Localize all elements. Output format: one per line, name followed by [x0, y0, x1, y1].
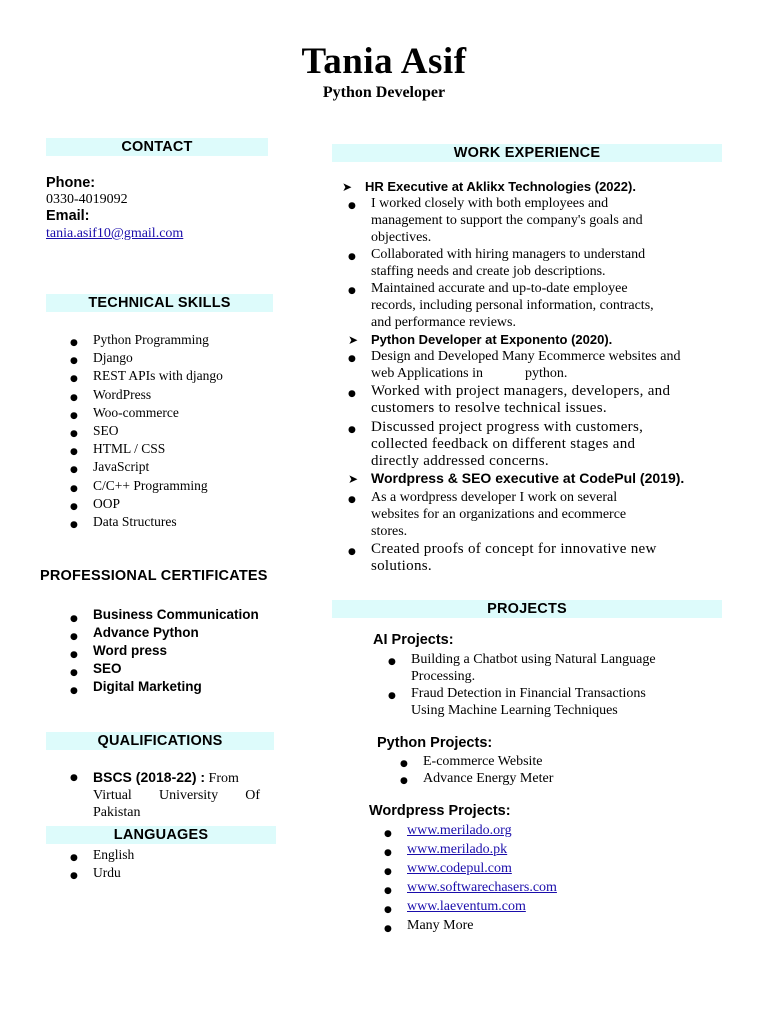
- email-link[interactable]: tania.asif10@gmail.com: [46, 226, 184, 241]
- ai-projects-list: [411, 651, 731, 719]
- bullet-line: collected feedback on different stages and: [371, 436, 636, 452]
- project-item: ● E-commerce Website: [423, 753, 673, 770]
- skill-item: ● REST APIs with django: [93, 367, 293, 385]
- project-link-item: [407, 841, 657, 860]
- phone-value: 0330-4019092: [46, 192, 128, 207]
- project-item: [411, 651, 731, 685]
- project-link[interactable]: www.softwarechasers.com: [407, 880, 557, 895]
- skill-item: ● OOP: [93, 495, 293, 513]
- project-link[interactable]: www.codepul.com: [407, 861, 512, 876]
- degree-label: BSCS (2018-22) :: [93, 769, 206, 785]
- certificate-item: ● Advance Python: [93, 624, 313, 642]
- qualification-entry: [70, 769, 260, 821]
- work-experience-list: [365, 178, 735, 575]
- job-bullet: [371, 383, 735, 417]
- bullet-line: web Applications in python.: [371, 366, 568, 381]
- certificate-item: ● Word press: [93, 642, 313, 660]
- project-link-item: [407, 879, 657, 898]
- bullet-line: websites for an organizations and ecommerce: [371, 507, 627, 522]
- bullet-line: directly addressed concerns.: [371, 453, 549, 469]
- job-bullet: [371, 541, 735, 575]
- skill-item: ● WordPress: [93, 386, 293, 404]
- project-item: ● Many More: [407, 917, 657, 936]
- skill-item: ● Django: [93, 349, 293, 367]
- wordpress-projects-list: [407, 822, 657, 936]
- project-item: [411, 685, 731, 719]
- project-link-item: [407, 822, 657, 841]
- certificates-list: [93, 606, 313, 696]
- project-link[interactable]: www.laeventum.com: [407, 899, 526, 914]
- languages-heading: LANGUAGES: [46, 826, 276, 844]
- bullet-icon: ●: [70, 773, 78, 783]
- bullet-line: customers to resolve technical issues.: [371, 400, 607, 416]
- project-link[interactable]: www.merilado.org: [407, 823, 512, 838]
- bullet-line: and performance reviews.: [371, 315, 516, 330]
- ai-projects-heading: AI Projects:: [373, 632, 454, 648]
- skill-item: ● Woo-commerce: [93, 404, 293, 422]
- skill-item: ● SEO: [93, 422, 293, 440]
- bullet-line: ● Design and Developed Many Ecommerce websites and: [371, 349, 681, 364]
- email-label: Email:: [46, 208, 90, 224]
- technical-skills-heading: TECHNICAL SKILLS: [46, 294, 273, 312]
- bullet-line: ● I worked closely with both employees and: [371, 196, 609, 211]
- bullet-line: ● Collaborated with hiring managers to understand: [371, 247, 646, 262]
- wordpress-projects-heading: Wordpress Projects:: [369, 803, 511, 819]
- bullet-line: ● Discussed project progress with customers,: [371, 419, 644, 435]
- bullet-line: ● As a wordpress developer I work on several: [371, 490, 618, 505]
- job-title: ➤ Python Developer at Exponento (2020).: [371, 331, 735, 348]
- bullet-line: staffing needs and create job descriptions.: [371, 264, 606, 279]
- project-line: ● Building a Chatbot using Natural Language: [411, 652, 656, 667]
- skill-item: ● HTML / CSS: [93, 440, 293, 458]
- python-projects-list: [423, 753, 673, 787]
- project-link-item: [407, 860, 657, 879]
- resume-name: Tania Asif: [301, 41, 467, 82]
- resume-role: Python Developer: [322, 84, 446, 101]
- skill-item: ● Data Structures: [93, 513, 293, 531]
- job-bullet: [371, 348, 735, 382]
- python-projects-heading: Python Projects:: [377, 735, 493, 751]
- bullet-line: solutions.: [371, 558, 432, 574]
- language-item: ● Urdu: [93, 864, 243, 882]
- job-bullet: [371, 195, 735, 246]
- degree-from: From: [208, 771, 239, 786]
- job-bullet: [371, 246, 735, 280]
- job-bullet: [371, 489, 735, 540]
- skill-item: ● C/C++ Programming: [93, 477, 293, 495]
- project-item: ● Advance Energy Meter: [423, 770, 673, 787]
- bullet-line: management to support the company's goals and: [371, 213, 643, 228]
- bullet-line: objectives.: [371, 230, 432, 245]
- bullet-line: ● Maintained accurate and up-to-date employee: [371, 281, 628, 296]
- institution-word: Virtual: [93, 788, 132, 803]
- project-link[interactable]: www.merilado.pk: [407, 842, 508, 857]
- institution-word: University: [158, 788, 219, 803]
- project-link-item: [407, 898, 657, 917]
- phone-label: Phone:: [46, 175, 96, 191]
- bullet-line: stores.: [371, 524, 408, 539]
- institution-word: Of: [245, 788, 260, 803]
- bullet-line: records, including personal information, contracts,: [371, 298, 654, 313]
- projects-heading: PROJECTS: [332, 600, 722, 618]
- bullet-line: ● Worked with project managers, developers, and: [371, 383, 671, 399]
- qualifications-heading: QUALIFICATIONS: [46, 732, 274, 750]
- certificates-heading: PROFESSIONAL CERTIFICATES: [40, 568, 268, 584]
- technical-skills-list: [93, 331, 293, 531]
- bullet-line: ● Created proofs of concept for innovative new: [371, 541, 657, 557]
- skill-item: ● Python Programming: [93, 331, 293, 349]
- certificate-item: ● Digital Marketing: [93, 678, 313, 696]
- certificate-item: ● Business Communication: [93, 606, 313, 624]
- job-bullet: [371, 419, 735, 470]
- certificate-item: ● SEO: [93, 660, 313, 678]
- project-line: Using Machine Learning Techniques: [411, 703, 618, 718]
- job-title: ➤ HR Executive at Aklikx Technologies (2022).: [365, 178, 735, 195]
- languages-list: [93, 846, 243, 882]
- project-line: ● Fraud Detection in Financial Transactions: [411, 686, 646, 701]
- job-bullet: [371, 280, 735, 331]
- project-line: Processing.: [411, 669, 476, 684]
- work-experience-heading: WORK EXPERIENCE: [332, 144, 722, 162]
- language-item: ● English: [93, 846, 243, 864]
- job-title: ➤ Wordpress & SEO executive at CodePul (2019).: [371, 470, 735, 487]
- institution-country: Pakistan: [93, 805, 141, 820]
- degree-institution: [93, 787, 260, 804]
- contact-heading: CONTACT: [46, 138, 268, 156]
- skill-item: ● JavaScript: [93, 458, 293, 476]
